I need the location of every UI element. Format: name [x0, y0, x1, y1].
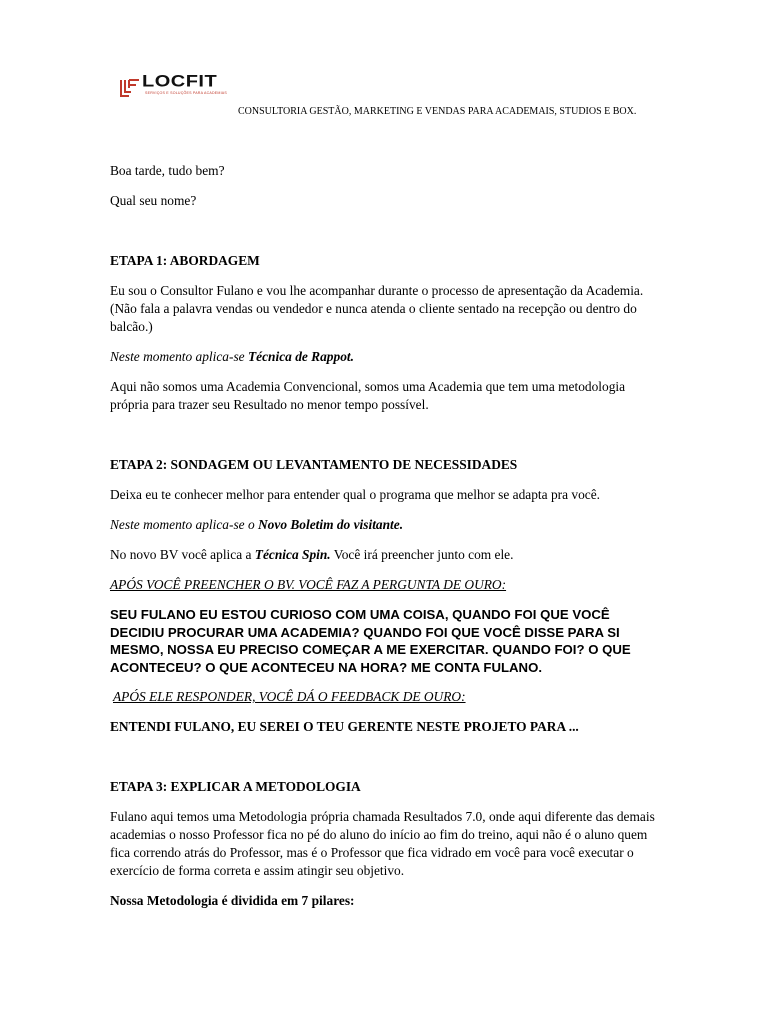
document-body [110, 162, 662, 910]
greeting-line: Boa tarde, tudo bem? [110, 163, 225, 178]
etapa1-note-prefix: Neste momento aplica-se [110, 349, 248, 364]
etapa1-body: Aqui não somos uma Academia Convencional, somos uma Academia que tem uma metodologia própria para trazer seu Resultado no menor tempo possível. [110, 379, 626, 412]
feedback-label: APÓS ELE RESPONDER, VOCÊ DÁ O FEEDBACK DE OURO: [113, 689, 466, 704]
etapa2-note [110, 516, 662, 534]
locfit-logo [112, 64, 234, 112]
locfit-logo-mark-icon [119, 78, 141, 98]
logo-wordmark: LOCFIT [142, 72, 218, 91]
pergunta-de-ouro: SEU FULANO EU ESTOU CURIOSO COM UMA COISA, QUANDO FOI QUE VOCÊ DECIDIU PROCURAR UMA ACADEMIA? QUANDO FOI QUE VOCÊ DISSE PARA SI MESMO, NOSSA EU PRECISO COMEÇAR A ME EXERCITAR. QUANDO FOI? O QUE ACONTECEU? O QUE ACONTECEU NA HORA? ME CONTA FULANO. [110, 607, 631, 675]
name-question: Qual seu nome? [110, 193, 197, 208]
etapa2-note-boletim: Novo Boletim do visitante. [258, 517, 404, 532]
etapa1-intro: Eu sou o Consultor Fulano e vou lhe acompanhar durante o processo de apresentação da Academia. (Não fala a palavra vendas ou vendedor e nunca atenda o cliente sentado na recepção ou dentro do balcão.) [110, 283, 644, 334]
etapa1-heading: ETAPA 1: ABORDAGEM [110, 253, 260, 268]
etapa2-heading: ETAPA 2: SONDAGEM OU LEVANTAMENTO DE NECESSIDADES [110, 457, 518, 472]
bv-suffix: Você irá preencher junto com ele. [330, 547, 514, 562]
logo-tagline: SERVIÇOS E SOLUÇÕES PARA ACADEMIAS [145, 91, 227, 95]
etapa2-note-prefix: Neste momento aplica-se o [110, 517, 259, 532]
etapa1-note [110, 348, 662, 366]
bv-technique: Técnica Spin. [254, 547, 331, 562]
etapa1-note-technique: Técnica de Rappot. [247, 349, 354, 364]
etapa2-intro: Deixa eu te conhecer melhor para entender qual o programa que melhor se adapta pra você. [110, 487, 601, 502]
pilares-heading: Nossa Metodologia é dividida em 7 pilares: [110, 893, 355, 908]
etapa2-bv-line [110, 546, 662, 564]
etapa3-heading: ETAPA 3: EXPLICAR A METODOLOGIA [110, 779, 361, 794]
feedback-de-ouro: ENTENDI FULANO, EU SEREI O TEU GERENTE NESTE PROJETO PARA ... [110, 719, 579, 734]
etapa3-intro: Fulano aqui temos uma Metodologia própria chamada Resultados 7.0, onde aqui diferente das demais academias o nosso Professor fica no pé do aluno do início ao fim do treino, aqui não é o aluno quem fica correndo atrás do Professor, mas é o Professor que fica vidrado em você para você executar o exercício de forma correta e assim atingir seu objetivo. [110, 809, 655, 878]
bv-prefix: No novo BV você aplica a [110, 547, 255, 562]
header-tagline: CONSULTORIA GESTÃO, MARKETING E VENDAS PARA ACADEMAIS, STUDIOS E BOX. [238, 106, 637, 117]
pergunta-label: APÓS VOCÊ PREENCHER O BV. VOCÊ FAZ A PERGUNTA DE OURO: [110, 577, 507, 592]
